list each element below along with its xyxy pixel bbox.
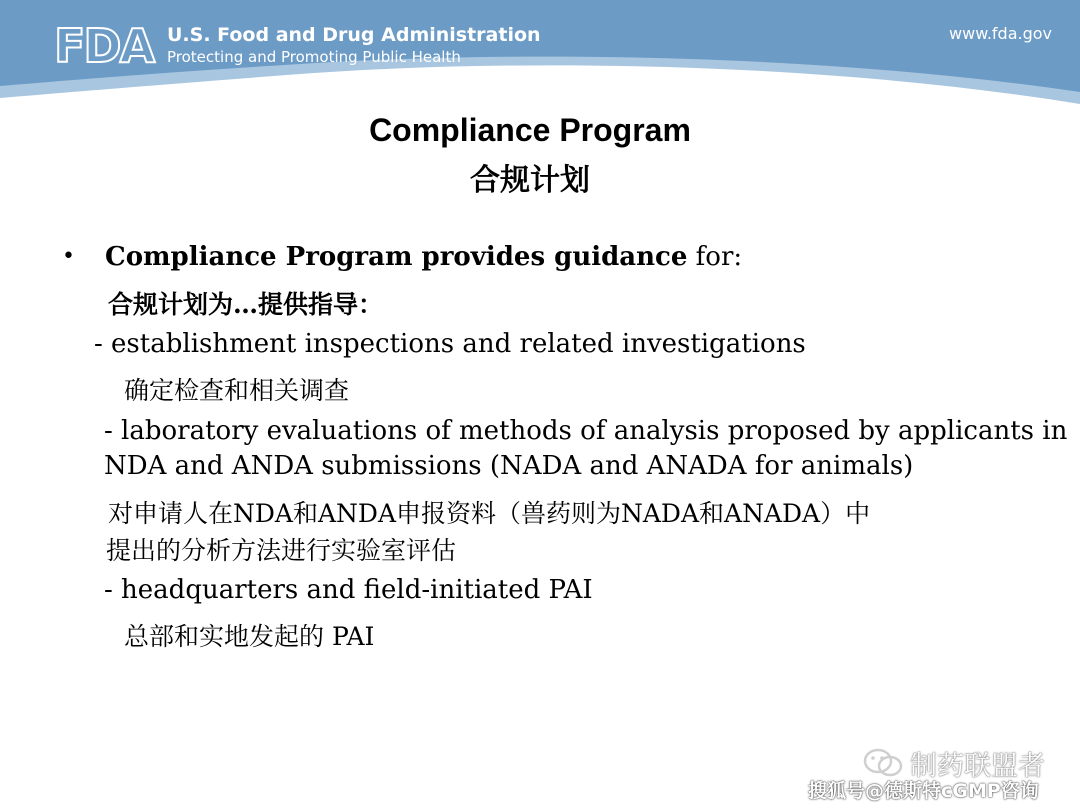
watermark-source: 搜狐号@德斯特cGMP咨询 [808,780,1039,802]
site-url: www.fda.gov [949,24,1052,43]
item2-english-line1: - laboratory evaluations of methods of analysis proposed by applicants in [104,416,1068,446]
header-banner [0,0,1080,110]
item2-chinese-line1: 对申请人在NDA和ANDA申报资料（兽药则为NADA和ANADA）中 [108,499,871,528]
item2-chinese-line2: 提出的分析方法进行实验室评估 [106,536,457,565]
agency-name: U.S. Food and Drug Administration [167,24,541,46]
intro-rest-text: for: [687,242,743,272]
agency-tagline: Protecting and Promoting Public Health [167,48,461,66]
bullet-marker: • [62,244,75,269]
item2-english-line2: NDA and ANDA submissions (NADA and ANADA for animals) [104,451,914,481]
item1-chinese: 确定检查和相关调查 [124,376,350,405]
fda-logo: FDA [54,19,154,73]
item1-english: - establishment inspections and related investigations [94,329,806,359]
header-wave-background [0,0,1080,110]
intro-chinese: 合规计划为…提供指导： [108,290,384,319]
item3-english: - headquarters and field-initiated PAI [104,575,593,605]
watermark-account-name: 制药联盟者 [910,751,1045,782]
intro-bold-text: Compliance Program provides guidance [105,242,688,272]
item3-chinese: 总部和实地发起的 PAI [124,622,375,651]
intro-line [105,242,742,272]
slide-title-english: Compliance Program [369,112,691,148]
wechat-icon [862,746,904,780]
slide-title-chinese: 合规计划 [470,163,590,198]
